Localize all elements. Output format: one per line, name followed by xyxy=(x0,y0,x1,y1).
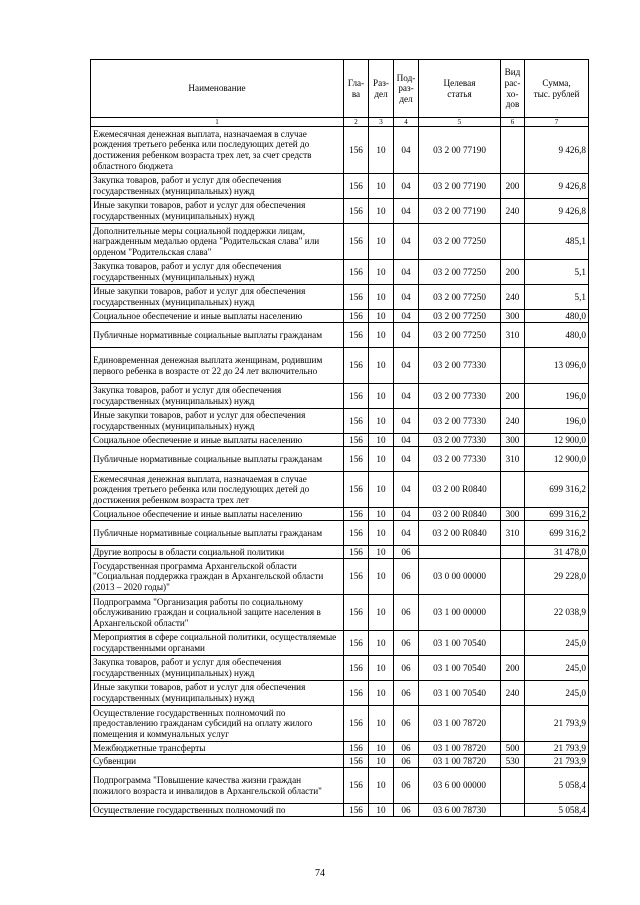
row-subsection-cell: 06 xyxy=(394,768,419,804)
row-sum-cell: 5,1 xyxy=(525,285,589,310)
row-name-cell: Социальное обеспечение и иные выплаты населению xyxy=(91,310,344,323)
row-expense-cell xyxy=(501,224,525,260)
row-section-cell: 10 xyxy=(369,742,394,755)
row-sum-cell: 21 793,9 xyxy=(525,755,589,768)
row-section-cell: 10 xyxy=(369,348,394,384)
row-expense-cell: 300 xyxy=(501,434,525,447)
row-sum-cell: 9 426,8 xyxy=(525,127,589,174)
row-subsection-cell: 04 xyxy=(394,447,419,472)
table-row xyxy=(91,804,589,817)
header-chapter: Гла- ва xyxy=(344,60,369,118)
row-name-cell: Субвенции xyxy=(91,755,344,768)
row-expense-cell: 310 xyxy=(501,323,525,348)
column-number: 4 xyxy=(394,118,419,127)
column-number-row xyxy=(91,118,589,127)
row-article-cell: 03 1 00 70540 xyxy=(419,631,501,656)
row-section-cell: 10 xyxy=(369,174,394,199)
row-section-cell: 10 xyxy=(369,260,394,285)
table-row xyxy=(91,127,589,174)
row-section-cell: 10 xyxy=(369,384,394,409)
row-sum-cell: 13 096,0 xyxy=(525,348,589,384)
row-name-cell: Дополнительные меры социальной поддержки лицам, награжденным медалью ордена "Родительская слава" или орденом "Родительская слава" xyxy=(91,224,344,260)
row-sum-cell: 196,0 xyxy=(525,384,589,409)
column-number: 6 xyxy=(501,118,525,127)
table-row xyxy=(91,742,589,755)
row-section-cell: 10 xyxy=(369,447,394,472)
row-chapter-cell: 156 xyxy=(344,755,369,768)
row-article-cell: 03 1 00 78720 xyxy=(419,706,501,742)
row-chapter-cell: 156 xyxy=(344,656,369,681)
row-sum-cell: 5 058,4 xyxy=(525,804,589,817)
row-article-cell: 03 2 00 77330 xyxy=(419,447,501,472)
row-section-cell: 10 xyxy=(369,768,394,804)
row-subsection-cell: 04 xyxy=(394,174,419,199)
row-chapter-cell: 156 xyxy=(344,323,369,348)
row-expense-cell xyxy=(501,348,525,384)
row-subsection-cell: 04 xyxy=(394,409,419,434)
row-section-cell: 10 xyxy=(369,706,394,742)
row-expense-cell: 240 xyxy=(501,409,525,434)
table-row xyxy=(91,559,589,595)
row-expense-cell xyxy=(501,546,525,559)
row-name-cell: Публичные нормативные социальные выплаты гражданам xyxy=(91,521,344,546)
row-article-cell: 03 2 00 77190 xyxy=(419,127,501,174)
row-chapter-cell: 156 xyxy=(344,127,369,174)
row-sum-cell: 21 793,9 xyxy=(525,742,589,755)
row-article-cell: 03 1 00 70540 xyxy=(419,656,501,681)
row-chapter-cell: 156 xyxy=(344,199,369,224)
row-section-cell: 10 xyxy=(369,323,394,348)
row-article-cell xyxy=(419,546,501,559)
row-subsection-cell: 06 xyxy=(394,631,419,656)
row-sum-cell: 5,1 xyxy=(525,260,589,285)
row-sum-cell: 699 316,2 xyxy=(525,521,589,546)
row-article-cell: 03 2 00 77190 xyxy=(419,174,501,199)
row-subsection-cell: 04 xyxy=(394,285,419,310)
row-section-cell: 10 xyxy=(369,755,394,768)
row-section-cell: 10 xyxy=(369,595,394,631)
row-expense-cell: 500 xyxy=(501,742,525,755)
row-subsection-cell: 04 xyxy=(394,508,419,521)
row-section-cell: 10 xyxy=(369,285,394,310)
row-chapter-cell: 156 xyxy=(344,224,369,260)
row-name-cell: Мероприятия в сфере социальной политики, осуществляемые государственными органами xyxy=(91,631,344,656)
header-section: Раз- дел xyxy=(369,60,394,118)
table-row xyxy=(91,681,589,706)
row-subsection-cell: 04 xyxy=(394,521,419,546)
table-row xyxy=(91,384,589,409)
row-sum-cell: 480,0 xyxy=(525,323,589,348)
table-row xyxy=(91,174,589,199)
row-subsection-cell: 04 xyxy=(394,127,419,174)
table-row xyxy=(91,434,589,447)
row-section-cell: 10 xyxy=(369,508,394,521)
row-sum-cell: 245,0 xyxy=(525,681,589,706)
row-chapter-cell: 156 xyxy=(344,434,369,447)
row-chapter-cell: 156 xyxy=(344,521,369,546)
row-sum-cell: 699 316,2 xyxy=(525,472,589,508)
row-expense-cell: 310 xyxy=(501,447,525,472)
row-subsection-cell: 06 xyxy=(394,706,419,742)
row-article-cell: 03 0 00 00000 xyxy=(419,559,501,595)
row-article-cell: 03 2 00 77250 xyxy=(419,285,501,310)
row-sum-cell: 245,0 xyxy=(525,656,589,681)
row-chapter-cell: 156 xyxy=(344,472,369,508)
row-sum-cell: 245,0 xyxy=(525,631,589,656)
row-subsection-cell: 06 xyxy=(394,546,419,559)
row-name-cell: Государственная программа Архангельской области "Социальная поддержка граждан в Архангельской области (2013 – 2020 годы)" xyxy=(91,559,344,595)
row-name-cell: Межбюджетные трансферты xyxy=(91,742,344,755)
row-name-cell: Подпрограмма "Организация работы по социальному обслуживанию граждан и социальной защите населения в Архангельской области" xyxy=(91,595,344,631)
row-article-cell: 03 1 00 78720 xyxy=(419,755,501,768)
row-section-cell: 10 xyxy=(369,310,394,323)
table-row xyxy=(91,472,589,508)
row-name-cell: Осуществление государственных полномочий по предоставлению гражданам субсидий на оплату жилого помещения и коммунальных услуг xyxy=(91,706,344,742)
row-name-cell: Закупка товаров, работ и услуг для обеспечения государственных (муниципальных) нужд xyxy=(91,174,344,199)
row-name-cell: Другие вопросы в области социальной политики xyxy=(91,546,344,559)
row-section-cell: 10 xyxy=(369,656,394,681)
header-row xyxy=(91,60,589,118)
row-expense-cell: 530 xyxy=(501,755,525,768)
row-chapter-cell: 156 xyxy=(344,768,369,804)
row-article-cell: 03 2 00 R0840 xyxy=(419,472,501,508)
row-article-cell: 03 1 00 00000 xyxy=(419,595,501,631)
row-chapter-cell: 156 xyxy=(344,409,369,434)
row-sum-cell: 196,0 xyxy=(525,409,589,434)
column-number: 2 xyxy=(344,118,369,127)
row-subsection-cell: 04 xyxy=(394,260,419,285)
row-subsection-cell: 06 xyxy=(394,804,419,817)
row-section-cell: 10 xyxy=(369,521,394,546)
row-chapter-cell: 156 xyxy=(344,384,369,409)
table-row xyxy=(91,595,589,631)
row-name-cell: Иные закупки товаров, работ и услуг для обеспечения государственных (муниципальных) нужд xyxy=(91,199,344,224)
row-expense-cell: 240 xyxy=(501,681,525,706)
row-sum-cell: 9 426,8 xyxy=(525,174,589,199)
header-subsection: Под- раз- дел xyxy=(394,60,419,118)
row-chapter-cell: 156 xyxy=(344,681,369,706)
table-row xyxy=(91,409,589,434)
row-subsection-cell: 06 xyxy=(394,755,419,768)
row-subsection-cell: 06 xyxy=(394,656,419,681)
row-name-cell: Закупка товаров, работ и услуг для обеспечения государственных (муниципальных) нужд xyxy=(91,384,344,409)
row-sum-cell: 699 316,2 xyxy=(525,508,589,521)
row-article-cell: 03 2 00 77250 xyxy=(419,323,501,348)
row-name-cell: Подпрограмма "Повышение качества жизни граждан пожилого возраста и инвалидов в Архангельской области" xyxy=(91,768,344,804)
row-expense-cell: 200 xyxy=(501,656,525,681)
row-expense-cell: 300 xyxy=(501,508,525,521)
row-name-cell: Ежемесячная денежная выплата, назначаемая в случае рождения третьего ребенка или последующих детей до достижения ребенком возраста трех лет, за счет средств областного бюджета xyxy=(91,127,344,174)
row-sum-cell: 480,0 xyxy=(525,310,589,323)
budget-table xyxy=(90,59,589,817)
row-article-cell: 03 2 00 R0840 xyxy=(419,521,501,546)
row-name-cell: Социальное обеспечение и иные выплаты населению xyxy=(91,434,344,447)
row-chapter-cell: 156 xyxy=(344,260,369,285)
row-expense-cell: 240 xyxy=(501,285,525,310)
column-number: 3 xyxy=(369,118,394,127)
table-row xyxy=(91,508,589,521)
row-chapter-cell: 156 xyxy=(344,310,369,323)
row-article-cell: 03 2 00 77330 xyxy=(419,434,501,447)
row-section-cell: 10 xyxy=(369,127,394,174)
row-name-cell: Осуществление государственных полномочий по xyxy=(91,804,344,817)
row-chapter-cell: 156 xyxy=(344,285,369,310)
row-chapter-cell: 156 xyxy=(344,631,369,656)
row-section-cell: 10 xyxy=(369,434,394,447)
row-chapter-cell: 156 xyxy=(344,447,369,472)
row-section-cell: 10 xyxy=(369,804,394,817)
row-chapter-cell: 156 xyxy=(344,348,369,384)
row-expense-cell xyxy=(501,472,525,508)
table-row xyxy=(91,323,589,348)
row-article-cell: 03 6 00 00000 xyxy=(419,768,501,804)
row-subsection-cell: 04 xyxy=(394,384,419,409)
row-chapter-cell: 156 xyxy=(344,595,369,631)
row-name-cell: Публичные нормативные социальные выплаты гражданам xyxy=(91,323,344,348)
row-name-cell: Ежемесячная денежная выплата, назначаемая в случае рождения третьего ребенка или последующих детей до достижения ребенком возраста трех лет xyxy=(91,472,344,508)
row-subsection-cell: 04 xyxy=(394,199,419,224)
row-sum-cell: 5 058,4 xyxy=(525,768,589,804)
row-name-cell: Иные закупки товаров, работ и услуг для обеспечения государственных (муниципальных) нужд xyxy=(91,285,344,310)
table-row xyxy=(91,631,589,656)
row-sum-cell: 9 426,8 xyxy=(525,199,589,224)
row-expense-cell: 200 xyxy=(501,384,525,409)
row-article-cell: 03 2 00 77330 xyxy=(419,384,501,409)
header-sum: Сумма, тыс. рублей xyxy=(525,60,589,118)
table-row xyxy=(91,521,589,546)
row-section-cell: 10 xyxy=(369,472,394,508)
row-chapter-cell: 156 xyxy=(344,559,369,595)
row-article-cell: 03 2 00 77190 xyxy=(419,199,501,224)
row-expense-cell: 310 xyxy=(501,521,525,546)
table-row xyxy=(91,224,589,260)
row-subsection-cell: 04 xyxy=(394,472,419,508)
row-article-cell: 03 2 00 77250 xyxy=(419,260,501,285)
column-number: 5 xyxy=(419,118,501,127)
row-expense-cell xyxy=(501,127,525,174)
row-article-cell: 03 2 00 77250 xyxy=(419,224,501,260)
row-name-cell: Закупка товаров, работ и услуг для обеспечения государственных (муниципальных) нужд xyxy=(91,656,344,681)
row-subsection-cell: 06 xyxy=(394,559,419,595)
row-section-cell: 10 xyxy=(369,409,394,434)
row-chapter-cell: 156 xyxy=(344,174,369,199)
row-sum-cell: 29 228,0 xyxy=(525,559,589,595)
row-subsection-cell: 06 xyxy=(394,681,419,706)
table-body xyxy=(91,127,589,817)
row-name-cell: Единовременная денежная выплата женщинам, родившим первого ребенка в возрасте от 22 до 24 лет включительно xyxy=(91,348,344,384)
row-subsection-cell: 04 xyxy=(394,224,419,260)
row-chapter-cell: 156 xyxy=(344,804,369,817)
table-row xyxy=(91,706,589,742)
row-article-cell: 03 1 00 78720 xyxy=(419,742,501,755)
page-number: 74 xyxy=(315,868,325,879)
row-article-cell: 03 1 00 70540 xyxy=(419,681,501,706)
row-sum-cell: 31 478,0 xyxy=(525,546,589,559)
column-number: 7 xyxy=(525,118,589,127)
row-expense-cell xyxy=(501,595,525,631)
table-row xyxy=(91,755,589,768)
row-name-cell: Иные закупки товаров, работ и услуг для обеспечения государственных (муниципальных) нужд xyxy=(91,409,344,434)
table-row xyxy=(91,199,589,224)
row-name-cell: Закупка товаров, работ и услуг для обеспечения государственных (муниципальных) нужд xyxy=(91,260,344,285)
row-name-cell: Социальное обеспечение и иные выплаты населению xyxy=(91,508,344,521)
table-row xyxy=(91,260,589,285)
row-subsection-cell: 04 xyxy=(394,348,419,384)
row-sum-cell: 12 900,0 xyxy=(525,447,589,472)
table-row xyxy=(91,310,589,323)
row-chapter-cell: 156 xyxy=(344,508,369,521)
row-article-cell: 03 2 00 77330 xyxy=(419,409,501,434)
row-section-cell: 10 xyxy=(369,631,394,656)
table-row xyxy=(91,447,589,472)
row-expense-cell xyxy=(501,631,525,656)
column-number: 1 xyxy=(91,118,344,127)
row-section-cell: 10 xyxy=(369,224,394,260)
row-expense-cell xyxy=(501,559,525,595)
row-expense-cell: 200 xyxy=(501,260,525,285)
row-section-cell: 10 xyxy=(369,546,394,559)
header-target-article: Целевая статья xyxy=(419,60,501,118)
row-sum-cell: 21 793,9 xyxy=(525,706,589,742)
header-name: Наименование xyxy=(91,60,344,118)
row-expense-cell xyxy=(501,706,525,742)
row-expense-cell xyxy=(501,768,525,804)
row-subsection-cell: 04 xyxy=(394,434,419,447)
row-sum-cell: 22 038,9 xyxy=(525,595,589,631)
row-section-cell: 10 xyxy=(369,199,394,224)
row-sum-cell: 12 900,0 xyxy=(525,434,589,447)
row-expense-cell xyxy=(501,804,525,817)
table-row xyxy=(91,348,589,384)
row-article-cell: 03 2 00 77330 xyxy=(419,348,501,384)
row-article-cell: 03 2 00 R0840 xyxy=(419,508,501,521)
row-subsection-cell: 06 xyxy=(394,742,419,755)
row-chapter-cell: 156 xyxy=(344,546,369,559)
row-expense-cell: 200 xyxy=(501,174,525,199)
table-row xyxy=(91,285,589,310)
row-subsection-cell: 04 xyxy=(394,310,419,323)
row-expense-cell: 300 xyxy=(501,310,525,323)
row-expense-cell: 240 xyxy=(501,199,525,224)
row-article-cell: 03 2 00 77250 xyxy=(419,310,501,323)
table-row xyxy=(91,768,589,804)
row-section-cell: 10 xyxy=(369,681,394,706)
row-name-cell: Иные закупки товаров, работ и услуг для обеспечения государственных (муниципальных) нужд xyxy=(91,681,344,706)
row-chapter-cell: 156 xyxy=(344,706,369,742)
row-sum-cell: 485,1 xyxy=(525,224,589,260)
row-name-cell: Публичные нормативные социальные выплаты гражданам xyxy=(91,447,344,472)
row-subsection-cell: 06 xyxy=(394,595,419,631)
row-chapter-cell: 156 xyxy=(344,742,369,755)
table-row xyxy=(91,546,589,559)
row-section-cell: 10 xyxy=(369,559,394,595)
table-row xyxy=(91,656,589,681)
row-subsection-cell: 04 xyxy=(394,323,419,348)
header-expense-type: Вид рас- хо- дов xyxy=(501,60,525,118)
row-article-cell: 03 6 00 78730 xyxy=(419,804,501,817)
